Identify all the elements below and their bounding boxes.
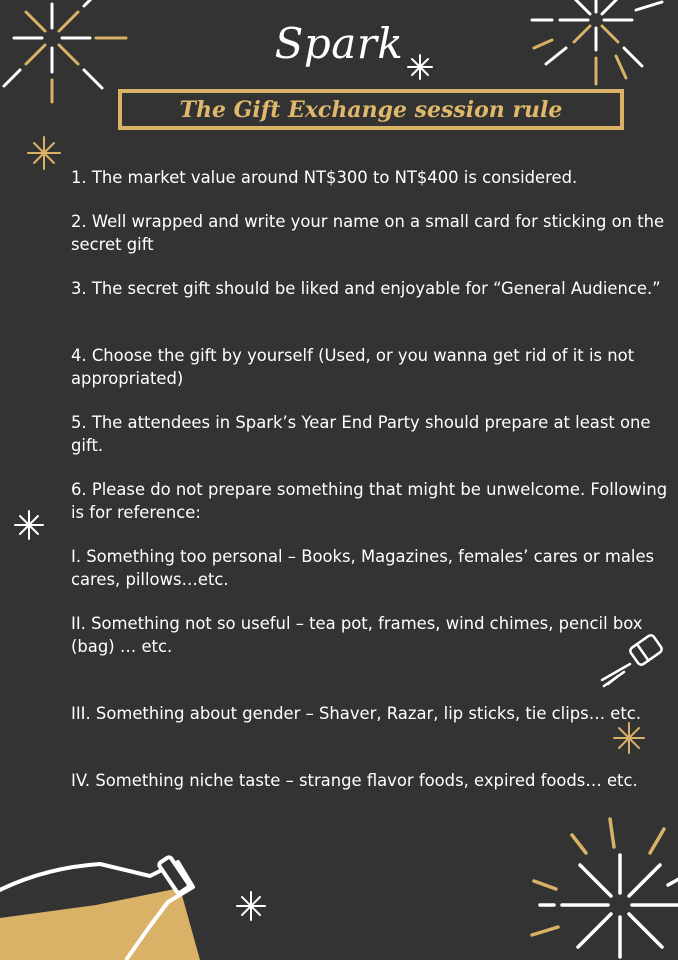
- rule-item: 1. The market value around NT$300 to NT$400 is considered.: [71, 168, 578, 187]
- sparkle-icon: [28, 137, 60, 169]
- page-title: The Gift Exchange session rule: [179, 96, 563, 123]
- sparkle-icon: [237, 892, 265, 920]
- sparkle-icon: [15, 511, 43, 539]
- rule-item: II. Something not so useful – tea pot, frames, wind chimes, pencil box (bag) … etc.: [71, 614, 643, 656]
- brand-logo: Spark: [274, 19, 404, 68]
- rule-item: 4. Choose the gift by yourself (Used, or you wanna get rid of it is not appropriated): [71, 346, 635, 388]
- rule-item: 2. Well wrapped and write your name on a small card for sticking on the secret gift: [71, 212, 665, 254]
- rule-item: IV. Something niche taste – strange flavor foods, expired foods… etc.: [71, 771, 638, 790]
- rule-item: III. Something about gender – Shaver, Razar, lip sticks, tie clips… etc.: [71, 704, 642, 723]
- title-banner: [118, 89, 624, 130]
- rule-item: I. Something too personal – Books, Magazines, females’ cares or males cares, pillows…etc.: [71, 547, 655, 589]
- firework-icon: [532, 819, 678, 957]
- rule-item: 5. The attendees in Spark’s Year End Party should prepare at least one gift.: [71, 413, 651, 455]
- rule-item: 6. Please do not prepare something that might be unwelcome. Following is for reference:: [71, 480, 668, 522]
- rule-item: 3. The secret gift should be liked and enjoyable for “General Audience.”: [71, 279, 661, 298]
- sparkle-icon: [614, 723, 644, 753]
- champagne-bottle-icon: [0, 856, 200, 960]
